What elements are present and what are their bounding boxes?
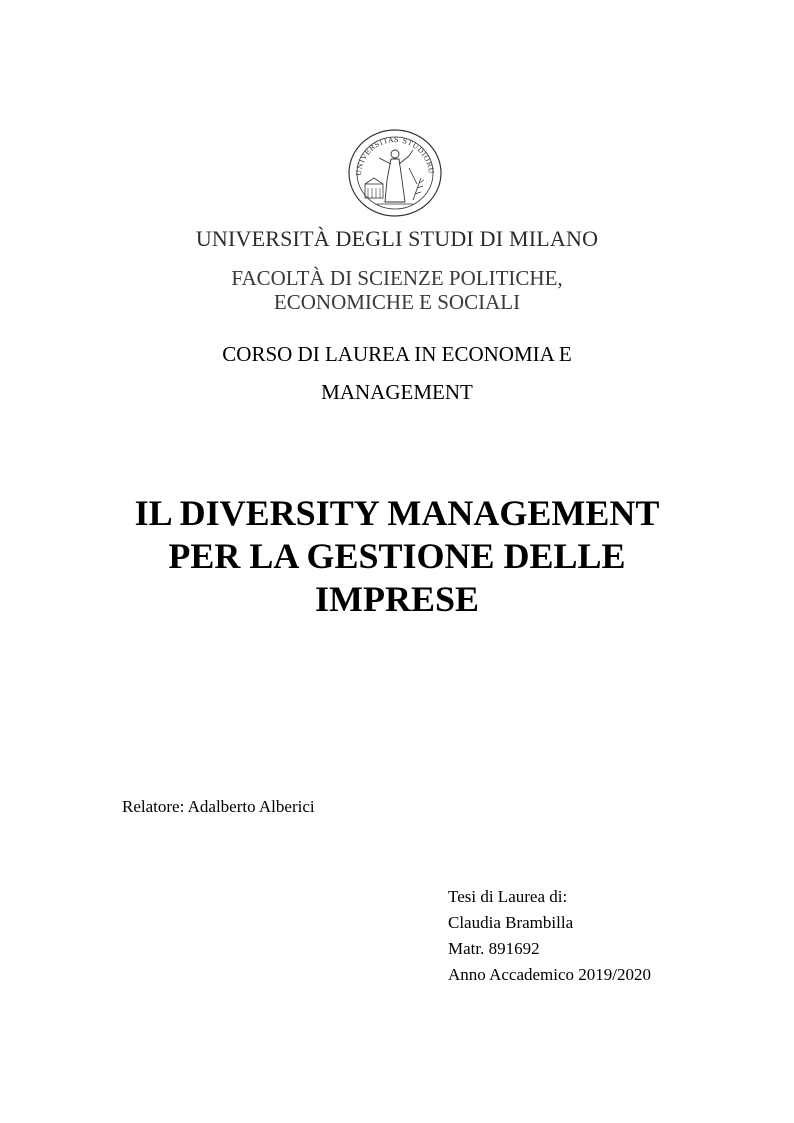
- faculty-name: [0, 266, 794, 314]
- university-seal-icon: [347, 128, 443, 218]
- university-name: UNIVERSITÀ DEGLI STUDI DI MILANO: [195, 226, 599, 251]
- thesis-title: [0, 492, 794, 621]
- title-line: IMPRESE: [314, 579, 480, 619]
- thesis-info: [448, 884, 651, 988]
- title-line: PER LA GESTIONE DELLE: [168, 536, 626, 576]
- academic-year: Anno Accademico 2019/2020: [448, 965, 652, 984]
- title-line: IL DIVERSITY MANAGEMENT: [134, 493, 660, 533]
- supervisor: Relatore: Adalberto Alberici: [122, 797, 315, 816]
- course-line: MANAGEMENT: [321, 380, 473, 404]
- student-id: Matr. 891692: [448, 939, 540, 958]
- course-name: [0, 335, 794, 411]
- author-name: Claudia Brambilla: [448, 913, 574, 932]
- seal-text: UNIVERSITAS STUDIORU: [354, 135, 436, 177]
- faculty-line: ECONOMICHE E SOCIALI: [273, 290, 521, 314]
- course-line: CORSO DI LAUREA IN ECONOMIA E: [222, 342, 572, 366]
- thesis-label: Tesi di Laurea di:: [448, 887, 568, 906]
- faculty-line: FACOLTÀ DI SCIENZE POLITICHE,: [231, 266, 563, 290]
